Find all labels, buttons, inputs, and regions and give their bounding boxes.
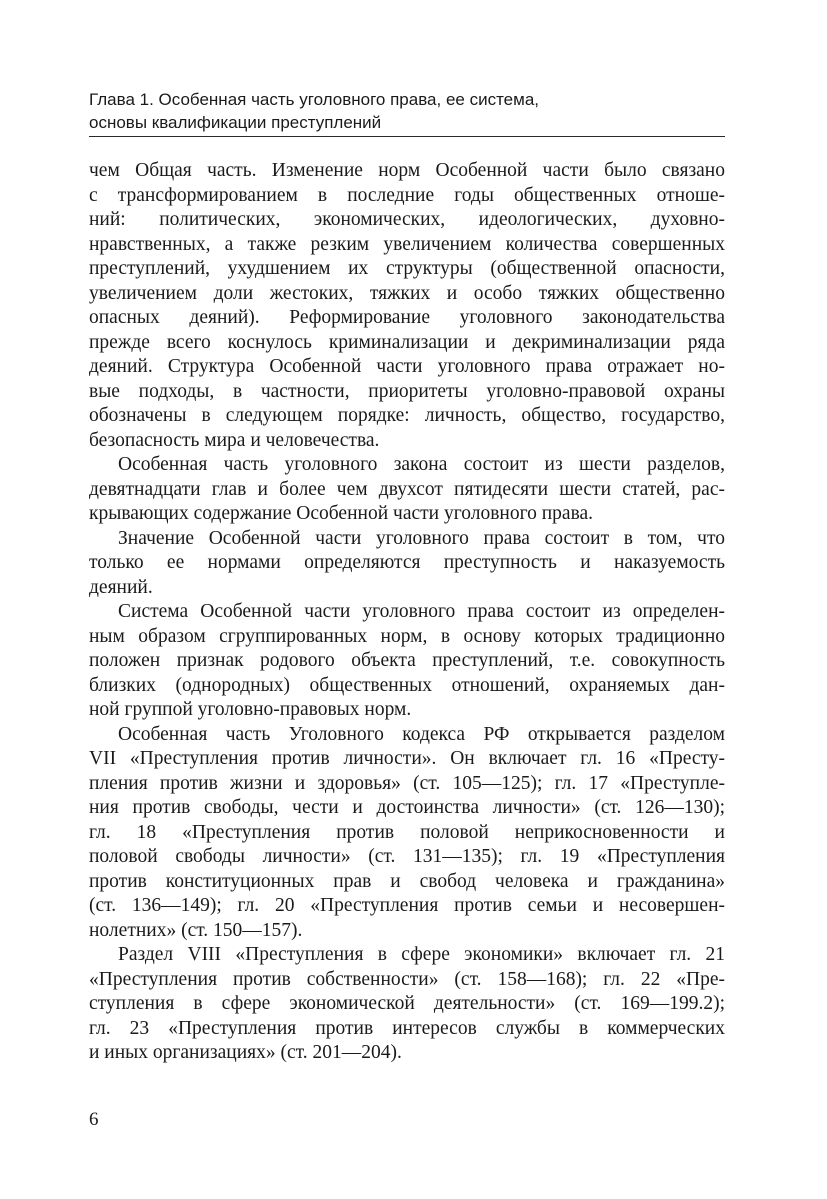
text-line: чем Общая часть. Изменение норм Особенной части было связано: [89, 160, 725, 181]
running-head: [89, 88, 725, 134]
text-line: «Преступления против собственности» (ст. 158—168); гл. 22 «Пре-: [89, 968, 725, 990]
text-line: прежде всего коснулось криминализации и декриминализации ряда: [89, 331, 725, 353]
text-line: Значение Особенной части уголовного права состоит в том, что: [118, 527, 725, 549]
text-line: ным образом сгруппированных норм, в основу которых традиционно: [89, 625, 725, 647]
running-head-line-2: основы квалификации преступлений: [89, 113, 382, 132]
text-line: с трансформированием в последние годы общественных отноше-: [89, 184, 725, 206]
header-divider: [89, 136, 725, 137]
text-line: половой свободы личности» (ст. 131—135); гл. 19 «Преступления: [89, 846, 725, 867]
text-line: ной группой уголовно-правовых норм.: [89, 699, 412, 720]
text-line: девятнадцати глав и более чем двухсот пятидесяти шести статей, рас-: [89, 478, 725, 500]
paragraph: [89, 527, 725, 601]
text-line: ступления в сфере экономической деятельности» (ст. 169—199.2);: [89, 993, 725, 1014]
text-line: опасных деяний). Реформирование уголовного законодательства: [89, 307, 725, 328]
text-line: нравственных, а также резким увеличением количества совершенных: [89, 233, 725, 255]
text-line: ний: политических, экономических, идеологических, духовно-: [89, 209, 725, 230]
text-line: увеличением доли жестоких, тяжких и особо тяжких общественно: [89, 282, 725, 304]
running-head-line-1: Глава 1. Особенная часть уголовного права, ее система,: [89, 90, 540, 109]
text-line: крывающих содержание Особенной части уголовного права.: [89, 503, 594, 524]
text-line: деяний.: [89, 576, 153, 598]
text-line: пления против жизни и здоровья» (ст. 105—125); гл. 17 «Преступле-: [89, 772, 725, 794]
page-number: 6: [89, 1109, 99, 1130]
text-line: VII «Преступления против личности». Он включает гл. 16 «Престу-: [89, 748, 725, 769]
text-line: безопасность мира и человечества.: [89, 429, 380, 451]
text-line: Особенная часть Уголовного кодекса РФ открывается разделом: [118, 723, 725, 745]
text-line: деяний. Структура Особенной части уголовного права отражает но-: [89, 356, 725, 377]
paragraph: [89, 723, 725, 944]
text-line: преступлений, ухудшением их структуры (общественной опасности,: [89, 258, 725, 279]
text-line: положен признак родового объекта преступлений, т.е. совокупность: [89, 650, 725, 671]
text-line: (ст. 136—149); гл. 20 «Преступления против семьи и несовершен-: [89, 895, 725, 916]
text-line: гл. 18 «Преступления против половой неприкосновенности и: [89, 821, 725, 843]
text-line: Система Особенной части уголовного права состоит из определен-: [118, 601, 725, 622]
text-line: обозначены в следующем порядке: личность, общество, государство,: [89, 405, 725, 426]
text-line: нолетних» (ст. 150—157).: [89, 919, 303, 941]
text-line: Раздел VIII «Преступления в сфере экономики» включает гл. 21: [118, 944, 725, 965]
text-line: гл. 23 «Преступления против интересов службы в коммерческих: [89, 1017, 725, 1039]
text-line: против конституционных прав и свобод человека и гражданина»: [89, 870, 725, 892]
paragraph: [89, 453, 725, 527]
text-line: ния против свободы, чести и достоинства личности» (ст. 126—130);: [89, 797, 725, 818]
text-line: Особенная часть уголовного закона состоит из шести разделов,: [118, 454, 725, 475]
paragraph: [89, 159, 725, 453]
text-line: только ее нормами определяются преступность и наказуемость: [89, 552, 725, 573]
text-line: и иных организациях» (ст. 201—204).: [89, 1042, 402, 1063]
paragraph: [89, 943, 725, 1066]
text-line: вые подходы, в частности, приоритеты уголовно-правовой охраны: [89, 380, 725, 402]
body-text: [89, 159, 725, 1066]
paragraph: [89, 600, 725, 723]
text-line: близких (однородных) общественных отношений, охраняемых дан-: [89, 674, 725, 696]
